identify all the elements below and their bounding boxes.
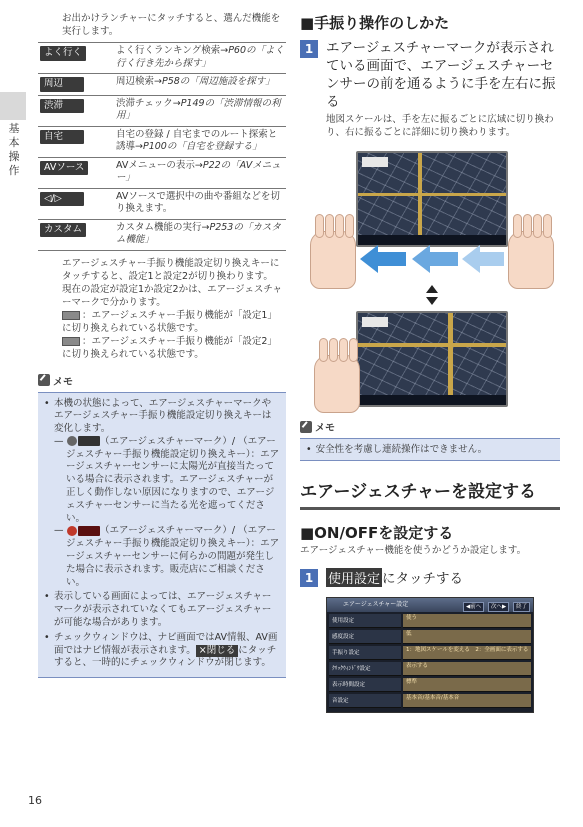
step-number: 1 [300, 40, 318, 58]
key-av-source[interactable]: AVソース [40, 161, 88, 176]
chapter-tab [0, 92, 26, 120]
command-row: カスタム カスタム機能の実行→P253の「カスタム機能」 [38, 219, 286, 250]
sun-warning-key-icon [78, 436, 100, 446]
key-jutai[interactable]: 渋滞 [40, 99, 84, 114]
memo-heading: メモ [300, 419, 560, 434]
setting2-mark-icon [62, 337, 80, 346]
chapter-heading: エアージェスチャーを設定する [300, 477, 560, 510]
intro-text: お出かけランチャーにタッチすると、選んだ機能を実行します。 [62, 13, 281, 37]
command-row: AVソース AVメニューの表示→P22の「AVメニュー」 [38, 157, 286, 188]
settings-row[interactable]: 音設定 基本音/基本音/基本音 [329, 694, 531, 708]
navi-map-screen [356, 151, 508, 247]
command-row: 渋滞 渋滞チェック→P149の「渋滞情報の利用」 [38, 95, 286, 126]
page-ref: P100の「自宅を登録する」 [142, 141, 262, 152]
gesture-toggle-description: エアージェスチャー手振り機能設定切り換えキーにタッチすると、設定1と設定2が切り換わります。 現在の設定が設定1か設定2かは、エアージェスチャーマークで分かります。 ：エアージェスチャー手振り機能が「設定1」に切り換えられている状態です。 ：エアージェスチャー手振り機能が「設定2」に切り換えられている状態です。 [62, 257, 282, 360]
settings-row[interactable]: ｸﾘｯｸｳｨﾝﾄﾞｳ設定 表示する [329, 662, 531, 676]
page-ref: P22の「AVメニュー」 [116, 159, 281, 183]
command-row: 自宅 自宅の登録 / 自宅までのルート探索と誘導→P100の「自宅を登録する」 [38, 126, 286, 157]
pencil-icon [300, 421, 312, 433]
command-row: ◁/▷ AVソースで選択中の曲や番組などを切り換えます。 [38, 188, 286, 219]
command-row: よく行く よく行くランキング検索→P60の「よく行く行き先から探す」 [38, 43, 286, 74]
key-custom[interactable]: カスタム [40, 223, 86, 238]
hand-icon [310, 231, 356, 289]
settings-title-bar: エアージェスチャー設定 ◀前へ 次へ▶ 終了 [327, 598, 533, 612]
hand-icon [314, 355, 360, 413]
air-gesture-settings-screen [326, 597, 534, 713]
key-jitaku[interactable]: 自宅 [40, 130, 84, 145]
section-heading-onoff: ■ON/OFFを設定する [300, 524, 454, 542]
settings-row[interactable]: 表示時間設定 標準 [329, 678, 531, 692]
key-yokuiku[interactable]: よく行く [40, 46, 86, 61]
page-ref: P253の「カスタム機能」 [116, 221, 281, 245]
key-prev-next[interactable]: ◁/▷ [40, 192, 84, 207]
error-key-icon [78, 526, 100, 536]
step-description: 地図スケールは、手を左に振るごとに広域に切り換わり、右に振るごとに詳細に切り換わります。 [326, 114, 554, 138]
page-ref: P60の「よく行く行き先から探す」 [116, 45, 285, 69]
up-down-arrow-icon [426, 285, 438, 305]
error-mark-icon [67, 526, 77, 536]
setting1-mark-icon [62, 311, 80, 320]
step-number: 1 [300, 569, 318, 587]
memo-box: • 安全性を考慮し連続操作はできません。 [300, 438, 560, 461]
settings-row[interactable]: 使用設定 使う [329, 614, 531, 628]
next-button[interactable]: 次へ▶ [488, 602, 509, 612]
close-button[interactable]: ×閉じる [196, 645, 238, 658]
settings-row[interactable]: 手振り設定 1：地図スケールを変える 2：全画面に表示する [329, 646, 531, 660]
section-description: エアージェスチャー機能を使うかどうか設定します。 [300, 545, 527, 556]
launcher-command-table [38, 42, 286, 251]
page-ref: P58の「周辺施設を探す」 [161, 76, 275, 87]
pencil-icon [38, 374, 50, 386]
page-ref: P149の「渋滞情報の利用」 [116, 97, 281, 121]
memo-item: • チェックウィンドウは、ナビ画面ではAV情報、AV画面ではナビ情報が表示されます。 ×閉じる にタッチすると、一時的にチェックウィンドウが閉じます。 [44, 632, 280, 670]
chapter-label: 基 本 操 作 [8, 122, 20, 177]
step-text: エアージェスチャーマークが表示されている画面で、エアージェスチャーセンサーの前を通るように手を左右に振る [326, 40, 556, 110]
prev-button[interactable]: ◀前へ [463, 602, 484, 612]
memo-heading: メモ [38, 373, 286, 388]
page-number: 16 [28, 794, 42, 807]
key-shuhen[interactable]: 周辺 [40, 77, 84, 92]
hand-wave-illustration [308, 151, 556, 411]
command-row: 周辺 周辺検索→P58の「周辺施設を探す」 [38, 74, 286, 96]
right-column [300, 12, 560, 713]
sun-warning-mark-icon [67, 436, 77, 446]
settings-row[interactable]: 感度設定 低 [329, 630, 531, 644]
memo-box [38, 392, 286, 679]
step-1-settings: 1 使用設定 にタッチする [300, 567, 560, 587]
memo-item: • 本機の状態によって、エアージェスチャーマークやエアージェスチャー手振り機能設定切り換えキーは変化します。 — （エアージェスチャーマーク）/ （エアージェスチャー手振り機能設定切り換えキー）：エアージェスチャーセンサーに太陽光が直接当たっている場合に表示されます。エアージェスチャーが正しく動作しない原因になりますので、エアージェスチャーセンサーに当たる光を遮ってください。 — （エアージェスチャーマーク）/ （エアージェスチャー手振り機能設定切り換えキー）：エアージェスチャーセンサーに何らかの問題が発生した場合に表示されます。販売店にご相談ください。 [44, 398, 280, 590]
left-column [38, 12, 286, 678]
step-1 [300, 39, 560, 111]
section-heading-hand-wave: ■手振り操作のしかた [300, 14, 450, 32]
memo-item: • 表示している画面によっては、エアージェスチャーマークが表示されていなくてもエアージェスチャーが可能な場合があります。 [44, 591, 280, 629]
use-setting-key[interactable]: 使用設定 [326, 568, 382, 587]
done-button[interactable]: 終了 [513, 602, 530, 612]
navi-map-screen-zoomed [356, 311, 508, 407]
hand-icon [508, 231, 554, 289]
